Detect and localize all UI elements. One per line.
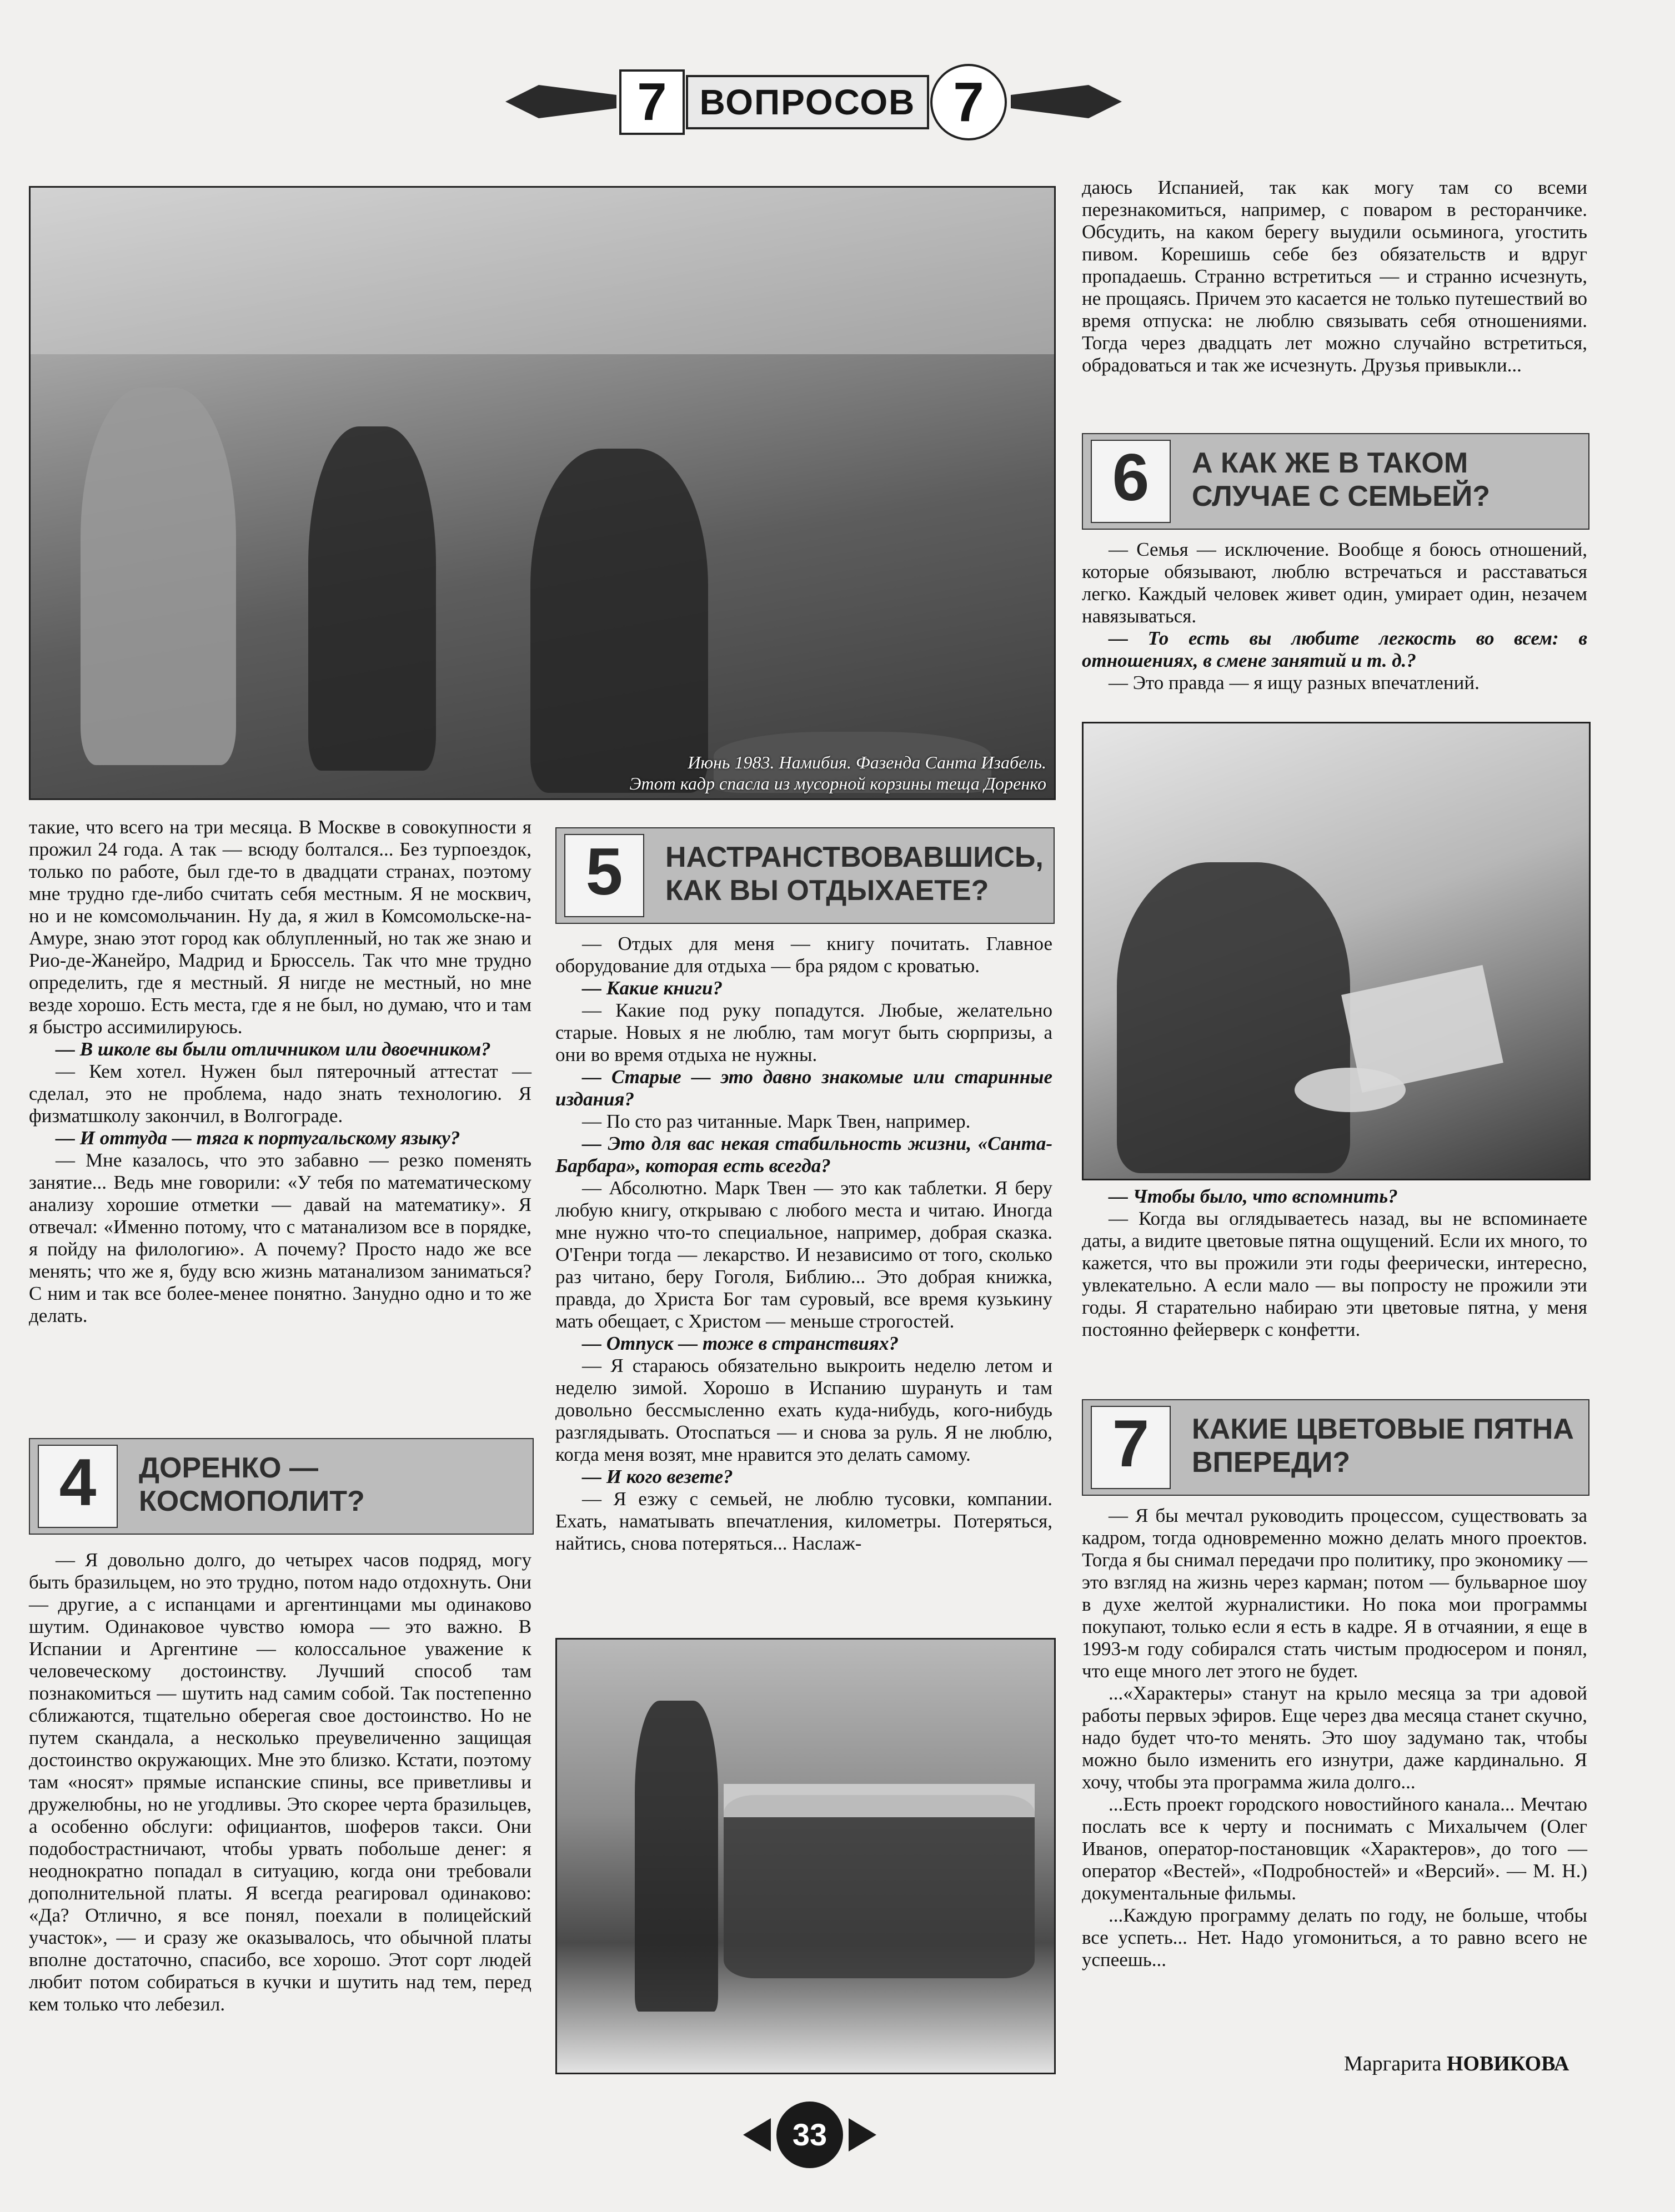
question-6-heading	[1082, 433, 1589, 530]
question-title: А КАК ЖЕ В ТАКОМ СЛУЧАЕ С СЕМЬЕЙ?	[1192, 447, 1491, 512]
question-title: КАКИЕ ЦВЕТОВЫЕ ПЯТНА ВПЕРЕДИ?	[1192, 1413, 1574, 1479]
paragraph: — Это правда — я ищу разных впечатлений.	[1109, 672, 1480, 693]
column-3-q6	[1082, 539, 1587, 694]
namibia-photo	[29, 186, 1056, 800]
paragraph: — Я стараюсь обязательно выкроить неделю летом и неделю зимой. Хорошо в Испанию шурануть и там довольно бессмысленно ехать куда-нибудь, кого-нибудь разглядывать. Отоспаться — и снова за руль. Я не люблю, когда меня возят, мне нравится это делать самому.	[555, 1355, 1052, 1465]
right-arrow-icon	[1011, 85, 1122, 118]
logo-number-right: 7	[930, 64, 1007, 140]
question: — Отпуск — тоже в странствиях?	[582, 1333, 899, 1354]
paragraph: — По сто раз читанные. Марк Твен, например.	[582, 1110, 971, 1132]
section-banner	[505, 58, 1172, 147]
paragraph: — Когда вы оглядываетесь назад, вы не вспоминаете даты, а видите цветовые пятна ощущений. Если их много, то кажется, что вы прожили эти годы феерически, интересно, увлекательно. А если мало — вы попросту не прожили эти годы. Я старательно набираю эти цветовые пятна, у меня постоянно фейерверк с конфетти.	[1082, 1208, 1587, 1340]
question: — И оттуда — тяга к португальскому языку?	[56, 1127, 460, 1149]
question-title: НАСТРАНСТВОВАВШИСЬ, КАК ВЫ ОТДЫХАЕТЕ?	[665, 841, 1044, 907]
question-5-heading	[555, 827, 1055, 924]
column-3-middle	[1082, 1185, 1587, 1341]
caption-line: Июнь 1983. Намибия. Фазенда Санта Изабель.	[688, 752, 1046, 772]
question-7-heading	[1082, 1399, 1589, 1496]
caption-line: Этот кадр спасла из мусорной корзины теща Доренко	[629, 773, 1046, 793]
question: — И кого везете?	[582, 1466, 733, 1487]
car-snow-photo	[555, 1638, 1056, 2074]
paragraph: — Я бы мечтал руководить процессом, существовать за кадром, тогда одновременно можно делать много проектов. Тогда я бы снимал передачи про политику, про экономику — это взгляд на жизнь через карман; потом — бульварное шоу в духе желтой журналистики. Но пока мои программы покупают, только если я есть в кадре. Я в отчаянии, я еще в 1993-м году собирался стать чистым продюсером и понял, что еще много лет этого не будет.	[1082, 1505, 1587, 1682]
namibia-caption	[630, 752, 1046, 794]
question: — Какие книги?	[582, 977, 723, 999]
question-number: 6	[1091, 440, 1171, 523]
question: — То есть вы любите легкость во всем: в отношениях, в смене занятий и т. д.?	[1082, 627, 1587, 671]
paragraph: — Я езжу с семьей, не люблю тусовки, компании. Ехать, наматывать впечатления, километры. Потеряться, найтись, снова потеряться... Наслаж-	[555, 1488, 1052, 1554]
page-number: 33	[776, 2102, 843, 2168]
paragraph: — Я довольно долго, до четырех часов подряд, могу быть бразильцем, но это трудно, потом надо отдохнуть. Они — другие, а с испанцами и аргентинцами мы одинаково шутим. Одинаковое чувство юмора — это важно. В Испании и Аргентине — колоссальное уважение к человеческому достоинству. Лучший способ там познакомиться — шутить над самим собой. Так постепенно сближаются, тщательно оберегая свое достоинство. Но не путем скандала, а несколько преувеличенно защищая достоинство окружающих. Мне это близко. Кстати, поэтому там «носят» прямые испанские спины, все приветливы и дружелюбны, но не угодливы. Это скорее черта бразильцев, а особенно обслуги: официантов, шоферов такси. Они подобострастничают, чтобы урвать побольше денег: я неоднократно попадал в ситуацию, когда они требовали дополнительной платы. Я всегда реагировал одинаково: «Да? Отлично, я все понял, поехали в полицейский участок», — и сразу же оказывалось, что обычной платы вполне достаточно, спасибо, все хорошо. Этот сорт людей любит потом собираться в кучки и шутить над тем, перед кем только что лебезил.	[29, 1549, 531, 2015]
left-arrow-icon	[505, 85, 616, 118]
question-number: 4	[38, 1445, 118, 1528]
question: — В школе вы были отличником или двоечником?	[56, 1038, 491, 1060]
paragraph: — Какие под руку попадутся. Любые, желательно старые. Новых я не люблю, там могут быть сюрпризы, а они во время отдыха не нужны.	[555, 999, 1052, 1065]
author-last-name: НОВИКОВА	[1446, 2052, 1569, 2075]
question: — Старые — это давно знакомые или старинные издания?	[555, 1066, 1052, 1110]
question-title: ДОРЕНКО — КОСМОПОЛИТ?	[139, 1452, 365, 1517]
column-1-lower	[29, 1549, 531, 2015]
paragraph: даюсь Испанией, так как могу там со всеми перезнакомиться, например, с поваром в ресторанчике. Обсудить, на каком берегу выудили осьминога, угостить пивом. Корешишь себе без обязательств и вдруг пропадаешь. Странно встретиться — и странно исчезнуть, не прощаясь. Причем это касается не только путешествий во время отпуска: не люблю связывать себя отношениями. Тогда через двадцать лет можно случайно встретиться, обрадоваться и так же исчезнуть. Друзья привыкли...	[1082, 177, 1587, 376]
logo-word: ВОПРОСОВ	[686, 75, 929, 129]
paragraph: ...Каждую программу делать по году, не больше, чтобы все успеть... Нет. Надо угомониться, а то равно всего не успеешь...	[1082, 1904, 1587, 1970]
paragraph: — Семья — исключение. Вообще я боюсь отношений, которые обязывают, люблю встречаться и расставаться легко. Каждый человек живет один, умирает один, незачем навязываться.	[1082, 539, 1587, 627]
paragraph: — Мне казалось, что это забавно — резко поменять занятие... Ведь мне говорили: «У тебя по математическому анализу хорошие отметки — давай на математику». Я отвечал: «Именно потому, что с матанализом все в порядке, я пойду на филологию». А почему? Просто надо же все менять; что же я, буду всю жизнь матанализом заниматься? С ним и так все более-менее понятно. Занудно одно и то же делать.	[29, 1149, 531, 1326]
paragraph: ...Есть проект городского новостийного канала... Мечтаю послать все к черту и поснимать с Михалычем (Олег Иванов, оператор-постановщик «Характеров», до того — оператор «Вестей», «Подробностей» и «Версий». — М. Н.) документальные фильмы.	[1082, 1793, 1587, 1904]
question: — Это для вас некая стабильность жизни, «Санта-Барбара», которая есть всегда?	[555, 1133, 1052, 1177]
question-number: 5	[564, 834, 644, 917]
column-3-q7	[1082, 1505, 1587, 1971]
question-4-heading	[29, 1438, 534, 1535]
question: — Чтобы было, что вспомнить?	[1109, 1185, 1398, 1207]
man-reading-photo	[1082, 722, 1591, 1180]
column-3	[1082, 177, 1587, 376]
logo-number-left: 7	[619, 69, 685, 135]
paragraph: ...«Характеры» станут на крыло месяца за три адовой работы первых эфиров. Еще через два месяца станет скучно, надо будет что-то менять. Это шоу задумано так, чтобы можно было изменить его изнутри, даже кардинально. Я хочу, чтобы эта программа жила долго...	[1082, 1682, 1587, 1793]
paragraph: — Кем хотел. Нужен был пятерочный аттестат — сделал, это не проблема, надо знать технологию. Я физматшколу закончил, в Волгограде.	[29, 1060, 531, 1127]
author-signature	[1344, 2052, 1569, 2076]
question-number: 7	[1091, 1406, 1171, 1489]
paragraph: — Абсолютно. Марк Твен — это как таблетки. Я беру любую книгу, открываю с любого места и читаю. Иногда мне нужно что-то специальное, например, добрая сказка. О'Генри тогда — лекарство. И независимо от того, сколько раз читано, беру Гоголя, Библию... Это добрая книжка, правда, до Христа Бог там суровый, все время кузькину мать обещает, с Христом — меньше строгостей.	[555, 1177, 1052, 1332]
column-2	[555, 933, 1052, 1555]
author-first-name: Маргарита	[1344, 2052, 1442, 2075]
paragraph: такие, что всего на три месяца. В Москве в совокупности я прожил 24 года. А так — всюду болтался... Без турпоездок, только по работе, был где-то в двадцати странах, поэтому мне трудно где-либо считать себя местным. Я не москвич, но и не комсомольчанин. Ну да, я жил в Комсомольске-на-Амуре, знаю этот город как облупленный, но так же знаю и Рио-де-Жанейро, Мадрид и Брюссель. Так что мне трудно определить, где я местный. Я нигде не местный, но мне везде хорошо. Есть места, где я не был, но думаю, что и там я быстро ассимилируюсь.	[29, 816, 531, 1038]
paragraph: — Отдых для меня — книгу почитать. Главное оборудование для отдыха — бра рядом с кроватью.	[555, 933, 1052, 977]
column-1	[29, 816, 531, 1327]
